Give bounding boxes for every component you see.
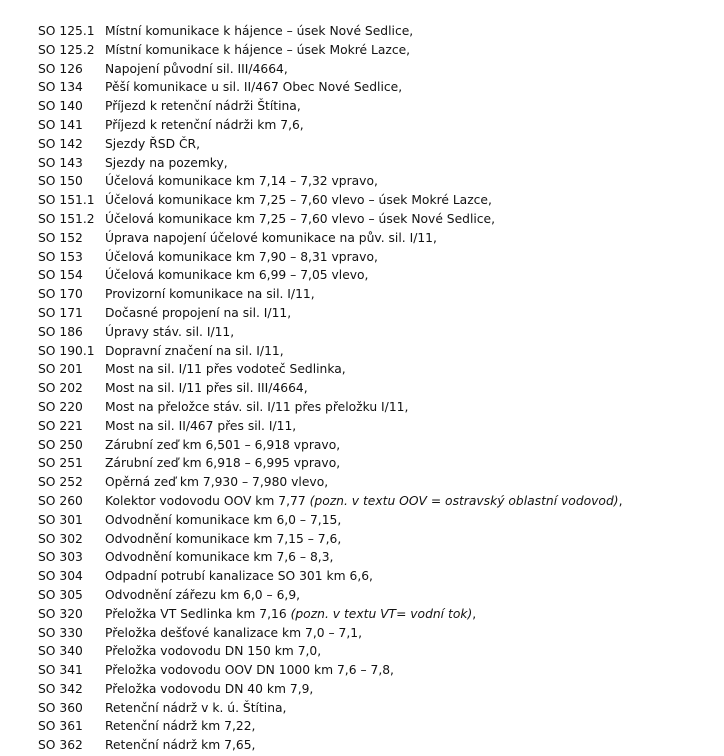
list-item bbox=[0, 210, 724, 229]
description-text: Sjezdy na pozemky, bbox=[105, 155, 228, 170]
list-item bbox=[0, 22, 724, 41]
structure-code: SO 190.1 bbox=[38, 343, 95, 358]
description-text: Most na sil. II/467 přes sil. I/11, bbox=[105, 418, 297, 433]
description-tail: , bbox=[472, 606, 477, 621]
description-text: Zárubní zeď km 6,918 – 6,995 vpravo, bbox=[105, 456, 341, 471]
structure-description bbox=[105, 642, 321, 661]
list-item bbox=[0, 304, 724, 323]
structure-code: SO 220 bbox=[38, 399, 83, 414]
description-text: Odvodnění zářezu km 6,0 – 6,9, bbox=[105, 587, 301, 602]
structure-description bbox=[105, 699, 286, 718]
list-item bbox=[0, 736, 724, 755]
list-item bbox=[0, 605, 724, 624]
description-text: Účelová komunikace km 7,90 – 8,31 vpravo, bbox=[105, 249, 378, 264]
structure-code: SO 320 bbox=[38, 606, 83, 621]
structure-description bbox=[105, 285, 315, 304]
list-item bbox=[0, 680, 724, 699]
description-note: (pozn. v textu OOV = ostravský oblastní vodovod) bbox=[309, 493, 619, 508]
list-item bbox=[0, 586, 724, 605]
list-item bbox=[0, 154, 724, 173]
description-text: Odvodnění komunikace km 7,15 – 7,6, bbox=[105, 531, 342, 546]
description-text: Příjezd k retenční nádrži km 7,6, bbox=[105, 117, 304, 132]
structure-description bbox=[105, 229, 437, 248]
structure-description bbox=[105, 266, 368, 285]
description-text: Retenční nádrž km 7,65, bbox=[105, 738, 256, 753]
list-item bbox=[0, 567, 724, 586]
structure-code: SO 186 bbox=[38, 324, 83, 339]
description-text: Most na přeložce stáv. sil. I/11 přes přeložku I/11, bbox=[105, 399, 409, 414]
structure-code: SO 303 bbox=[38, 550, 83, 565]
structure-code: SO 340 bbox=[38, 644, 83, 659]
description-text: Přeložka vodovodu OOV DN 1000 km 7,6 – 7,8, bbox=[105, 663, 394, 678]
structure-description bbox=[105, 454, 340, 473]
list-item bbox=[0, 266, 724, 285]
list-item bbox=[0, 78, 724, 97]
structure-description bbox=[105, 116, 304, 135]
description-text: Přeložka vodovodu DN 40 km 7,9, bbox=[105, 681, 314, 696]
list-item bbox=[0, 248, 724, 267]
structure-description bbox=[105, 680, 313, 699]
list-item bbox=[0, 360, 724, 379]
description-text: Dopravní značení na sil. I/11, bbox=[105, 343, 284, 358]
description-text: Účelová komunikace km 6,99 – 7,05 vlevo, bbox=[105, 268, 369, 283]
list-item bbox=[0, 454, 724, 473]
structure-code: SO 151.2 bbox=[38, 211, 95, 226]
list-item bbox=[0, 473, 724, 492]
structure-description bbox=[105, 41, 410, 60]
structure-code: SO 305 bbox=[38, 587, 83, 602]
structure-description bbox=[105, 473, 328, 492]
structure-description bbox=[105, 436, 340, 455]
structure-code: SO 171 bbox=[38, 305, 83, 320]
list-item bbox=[0, 548, 724, 567]
structure-description bbox=[105, 60, 288, 79]
structure-description bbox=[105, 323, 234, 342]
list-item bbox=[0, 661, 724, 680]
list-item bbox=[0, 41, 724, 60]
description-text: Místní komunikace k hájence – úsek Mokré Lazce, bbox=[105, 42, 411, 57]
structure-description bbox=[105, 530, 341, 549]
structure-description bbox=[105, 567, 373, 586]
structure-code: SO 260 bbox=[38, 493, 83, 508]
structure-description bbox=[105, 379, 308, 398]
list-item bbox=[0, 135, 724, 154]
list-item bbox=[0, 191, 724, 210]
structure-code: SO 251 bbox=[38, 456, 83, 471]
structure-description bbox=[105, 342, 284, 361]
list-item bbox=[0, 342, 724, 361]
structure-code: SO 134 bbox=[38, 80, 83, 95]
structure-description bbox=[105, 624, 362, 643]
list-item bbox=[0, 379, 724, 398]
structure-description bbox=[105, 22, 413, 41]
structure-description bbox=[105, 154, 228, 173]
structure-code: SO 126 bbox=[38, 61, 83, 76]
structure-description bbox=[105, 191, 492, 210]
description-text: Úprava napojení účelové komunikace na pův. sil. I/11, bbox=[105, 230, 437, 245]
description-text: Odvodnění komunikace km 6,0 – 7,15, bbox=[105, 512, 342, 527]
structure-code: SO 154 bbox=[38, 268, 83, 283]
description-note: (pozn. v textu VT= vodní tok) bbox=[290, 606, 473, 621]
list-item bbox=[0, 116, 724, 135]
structure-code: SO 151.1 bbox=[38, 193, 95, 208]
structure-code: SO 250 bbox=[38, 437, 83, 452]
structure-description bbox=[105, 398, 408, 417]
description-text: Napojení původní sil. III/4664, bbox=[105, 61, 288, 76]
description-text: Příjezd k retenční nádrži Štítina, bbox=[105, 99, 301, 114]
description-text: Přeložka dešťové kanalizace km 7,0 – 7,1, bbox=[105, 625, 362, 640]
structure-description bbox=[105, 548, 333, 567]
structure-code: SO 150 bbox=[38, 174, 83, 189]
structure-code: SO 301 bbox=[38, 512, 83, 527]
description-text: Účelová komunikace km 7,25 – 7,60 vlevo – úsek Nové Sedlice, bbox=[105, 211, 496, 226]
structure-code: SO 143 bbox=[38, 155, 83, 170]
list-item bbox=[0, 60, 724, 79]
list-item bbox=[0, 511, 724, 530]
list-item bbox=[0, 398, 724, 417]
description-text: Pěší komunikace u sil. II/467 Obec Nové Sedlice, bbox=[105, 80, 403, 95]
description-text: Opěrná zeď km 7,930 – 7,980 vlevo, bbox=[105, 475, 329, 490]
list-item bbox=[0, 97, 724, 116]
structure-code: SO 202 bbox=[38, 381, 83, 396]
structure-description bbox=[105, 586, 300, 605]
description-text: Most na sil. I/11 přes vodoteč Sedlinka, bbox=[105, 362, 346, 377]
structure-code: SO 152 bbox=[38, 230, 83, 245]
description-tail: , bbox=[618, 493, 623, 508]
structure-code: SO 221 bbox=[38, 418, 83, 433]
structure-code: SO 141 bbox=[38, 117, 83, 132]
structure-code: SO 125.2 bbox=[38, 42, 95, 57]
structure-code: SO 302 bbox=[38, 531, 83, 546]
structure-description bbox=[105, 360, 346, 379]
list-item bbox=[0, 229, 724, 248]
description-text: Sjezdy ŘSD ČR, bbox=[105, 136, 201, 151]
structure-description bbox=[105, 492, 622, 511]
list-item bbox=[0, 642, 724, 661]
list-item bbox=[0, 624, 724, 643]
list-item bbox=[0, 530, 724, 549]
structure-description bbox=[105, 78, 402, 97]
description-text: Zárubní zeď km 6,501 – 6,918 vpravo, bbox=[105, 437, 341, 452]
structure-code: SO 201 bbox=[38, 362, 83, 377]
list-item bbox=[0, 172, 724, 191]
structure-code: SO 360 bbox=[38, 700, 83, 715]
description-text: Místní komunikace k hájence – úsek Nové Sedlice, bbox=[105, 24, 414, 38]
structure-code: SO 140 bbox=[38, 99, 83, 114]
structure-code: SO 361 bbox=[38, 719, 83, 734]
structure-description bbox=[105, 417, 296, 436]
description-text: Dočasné propojení na sil. I/11, bbox=[105, 305, 292, 320]
list-item bbox=[0, 492, 724, 511]
list-item bbox=[0, 436, 724, 455]
structure-description bbox=[105, 717, 255, 736]
structure-description bbox=[105, 248, 378, 267]
description-text: Účelová komunikace km 7,25 – 7,60 vlevo – úsek Mokré Lazce, bbox=[105, 193, 492, 208]
list-item bbox=[0, 323, 724, 342]
description-text: Účelová komunikace km 7,14 – 7,32 vpravo, bbox=[105, 174, 378, 189]
structure-code: SO 142 bbox=[38, 136, 83, 151]
structure-description bbox=[105, 661, 394, 680]
structure-description bbox=[105, 511, 341, 530]
description-text: Odvodnění komunikace km 7,6 – 8,3, bbox=[105, 550, 334, 565]
list-item bbox=[0, 717, 724, 736]
structure-code: SO 341 bbox=[38, 663, 83, 678]
structure-code: SO 125.1 bbox=[38, 24, 95, 38]
structure-code: SO 170 bbox=[38, 287, 83, 302]
structure-code: SO 304 bbox=[38, 569, 83, 584]
list-item bbox=[0, 417, 724, 436]
description-text: Most na sil. I/11 přes sil. III/4664, bbox=[105, 381, 308, 396]
structure-description bbox=[105, 97, 301, 116]
structure-code: SO 153 bbox=[38, 249, 83, 264]
structure-code: SO 362 bbox=[38, 738, 83, 753]
structure-description bbox=[105, 135, 200, 154]
structure-list bbox=[0, 22, 724, 755]
list-item bbox=[0, 699, 724, 718]
list-item bbox=[0, 285, 724, 304]
structure-description bbox=[105, 304, 291, 323]
description-text: Kolektor vodovodu OOV km 7,77 bbox=[105, 493, 310, 508]
description-text: Retenční nádrž km 7,22, bbox=[105, 719, 256, 734]
description-text: Úpravy stáv. sil. I/11, bbox=[105, 324, 235, 339]
description-text: Retenční nádrž v k. ú. Štítina, bbox=[105, 700, 287, 715]
description-text: Provizorní komunikace na sil. I/11, bbox=[105, 287, 315, 302]
structure-description bbox=[105, 210, 495, 229]
description-text: Přeložka vodovodu DN 150 km 7,0, bbox=[105, 644, 322, 659]
structure-description bbox=[105, 172, 378, 191]
structure-code: SO 330 bbox=[38, 625, 83, 640]
description-text: Přeložka VT Sedlinka km 7,16 bbox=[105, 606, 291, 621]
structure-description bbox=[105, 605, 476, 624]
description-text: Odpadní potrubí kanalizace SO 301 km 6,6, bbox=[105, 569, 373, 584]
structure-code: SO 342 bbox=[38, 681, 83, 696]
structure-code: SO 252 bbox=[38, 475, 83, 490]
structure-description bbox=[105, 736, 255, 755]
